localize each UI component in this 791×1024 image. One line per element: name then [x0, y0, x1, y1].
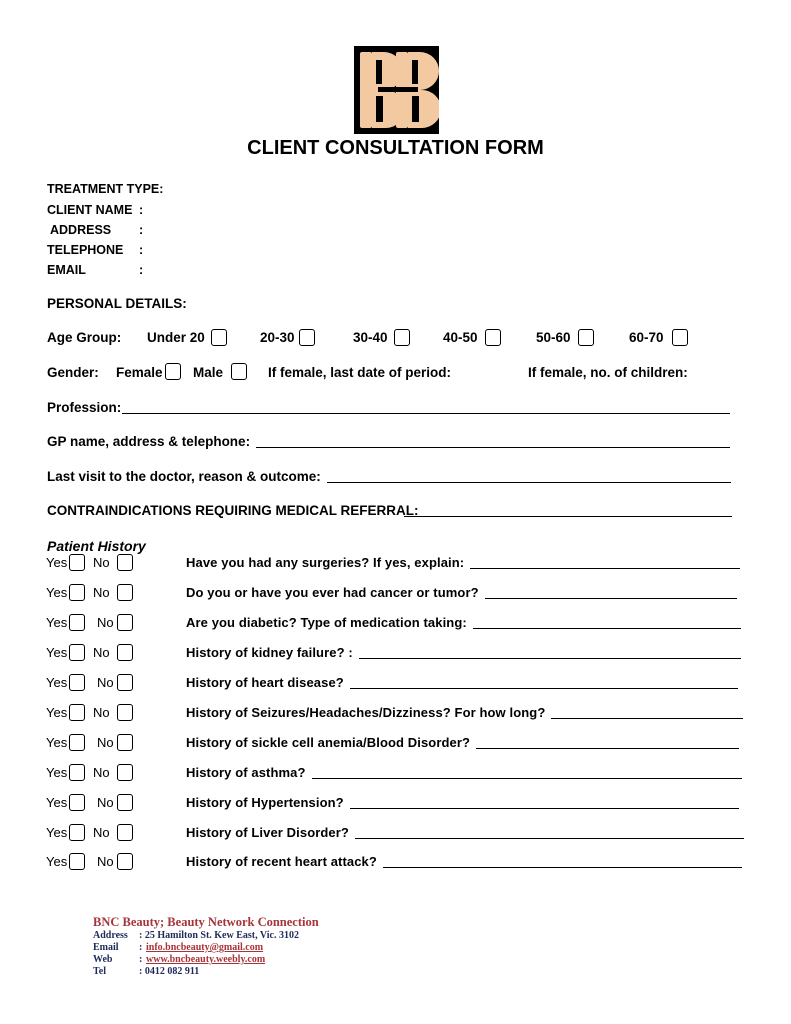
- yes-label: Yes: [46, 645, 68, 660]
- contraindications-field[interactable]: [404, 516, 732, 517]
- footer-colon: :: [139, 954, 143, 965]
- history-question: Are you diabetic? Type of medication taking:: [186, 615, 467, 630]
- no-checkbox[interactable]: [117, 614, 133, 631]
- address-label: ADDRESS: [50, 223, 112, 237]
- gp-label: GP name, address & telephone:: [47, 434, 251, 449]
- no-checkbox[interactable]: [117, 554, 133, 571]
- history-question: History of asthma?: [186, 765, 306, 780]
- footer-web-label: Web: [93, 954, 113, 965]
- female-label: Female: [116, 365, 163, 380]
- telephone-label: TELEPHONE: [47, 243, 124, 257]
- bb-logo-icon: [354, 46, 439, 134]
- age-20-30-checkbox[interactable]: [299, 329, 315, 346]
- history-question: History of kidney failure? :: [186, 645, 353, 660]
- history-answer-field[interactable]: [350, 688, 738, 689]
- yes-label: Yes: [46, 675, 68, 690]
- no-label: No: [97, 854, 114, 869]
- footer-tel: : 0412 082 911: [139, 966, 200, 977]
- age-option-label: 20-30: [260, 330, 295, 345]
- no-label: No: [97, 615, 114, 630]
- footer-address: : 25 Hamilton St. Kew East, Vic. 3102: [139, 930, 299, 941]
- footer-company: BNC Beauty; Beauty Network Connection: [93, 915, 319, 929]
- yes-checkbox[interactable]: [69, 614, 85, 631]
- no-label: No: [93, 705, 110, 720]
- age-50-60-checkbox[interactable]: [578, 329, 594, 346]
- yes-checkbox[interactable]: [69, 704, 85, 721]
- yes-checkbox[interactable]: [69, 554, 85, 571]
- no-label: No: [93, 585, 110, 600]
- footer-email-label: Email: [93, 942, 119, 953]
- yes-label: Yes: [46, 735, 68, 750]
- client-name-label: CLIENT NAME: [47, 203, 133, 217]
- personal-details-heading: PERSONAL DETAILS:: [47, 296, 187, 311]
- colon: :: [139, 263, 144, 277]
- no-label: No: [97, 675, 114, 690]
- no-checkbox[interactable]: [117, 584, 133, 601]
- yes-label: Yes: [46, 795, 68, 810]
- treatment-type-label: TREATMENT TYPE:: [47, 182, 164, 196]
- history-question: History of sickle cell anemia/Blood Disorder?: [186, 735, 471, 750]
- age-option-label: Under 20: [147, 330, 205, 345]
- no-checkbox[interactable]: [117, 704, 133, 721]
- history-question: History of recent heart attack?: [186, 854, 377, 869]
- no-label: No: [93, 765, 110, 780]
- male-checkbox[interactable]: [231, 363, 247, 380]
- contraindications-label: CONTRAINDICATIONS REQUIRING MEDICAL REFERRAL:: [47, 503, 419, 518]
- history-answer-field[interactable]: [551, 718, 743, 719]
- no-checkbox[interactable]: [117, 794, 133, 811]
- history-answer-field[interactable]: [476, 748, 739, 749]
- email-label: EMAIL: [47, 263, 86, 277]
- age-option-label: 30-40: [353, 330, 388, 345]
- history-answer-field[interactable]: [350, 808, 739, 809]
- company-logo: [354, 46, 439, 134]
- history-answer-field[interactable]: [355, 838, 744, 839]
- gender-label: Gender:: [47, 365, 99, 380]
- history-question: History of Liver Disorder?: [186, 825, 349, 840]
- yes-label: Yes: [46, 705, 68, 720]
- profession-label: Profession:: [47, 400, 122, 415]
- no-checkbox[interactable]: [117, 824, 133, 841]
- age-40-50-checkbox[interactable]: [485, 329, 501, 346]
- yes-label: Yes: [46, 854, 68, 869]
- age-option-label: 50-60: [536, 330, 571, 345]
- no-label: No: [93, 555, 110, 570]
- history-answer-field[interactable]: [470, 568, 740, 569]
- yes-checkbox[interactable]: [69, 853, 85, 870]
- history-answer-field[interactable]: [312, 778, 742, 779]
- yes-label: Yes: [46, 615, 68, 630]
- age-option-label: 40-50: [443, 330, 478, 345]
- no-label: No: [93, 645, 110, 660]
- history-answer-field[interactable]: [359, 658, 741, 659]
- profession-field[interactable]: [122, 413, 730, 414]
- no-label: No: [97, 795, 114, 810]
- female-checkbox[interactable]: [165, 363, 181, 380]
- footer-address-label: Address: [93, 930, 128, 941]
- footer-email-link[interactable]: info.bncbeauty@gmail.com: [146, 942, 264, 953]
- yes-checkbox[interactable]: [69, 794, 85, 811]
- no-label: No: [93, 825, 110, 840]
- history-question: Do you or have you ever had cancer or tumor?: [186, 585, 479, 600]
- last-visit-field[interactable]: [327, 482, 731, 483]
- colon: :: [139, 223, 144, 237]
- age-under-20-checkbox[interactable]: [211, 329, 227, 346]
- yes-checkbox[interactable]: [69, 584, 85, 601]
- history-answer-field[interactable]: [485, 598, 737, 599]
- yes-checkbox[interactable]: [69, 734, 85, 751]
- colon: :: [139, 243, 144, 257]
- no-checkbox[interactable]: [117, 734, 133, 751]
- age-60-70-checkbox[interactable]: [672, 329, 688, 346]
- yes-label: Yes: [46, 825, 68, 840]
- age-option-label: 60-70: [629, 330, 664, 345]
- history-question: History of heart disease?: [186, 675, 344, 690]
- footer-tel-label: Tel: [93, 966, 106, 977]
- no-checkbox[interactable]: [117, 644, 133, 661]
- yes-checkbox[interactable]: [69, 644, 85, 661]
- no-checkbox[interactable]: [117, 853, 133, 870]
- last-visit-label: Last visit to the doctor, reason & outcome:: [47, 469, 321, 484]
- history-answer-field[interactable]: [383, 867, 742, 868]
- history-question: History of Hypertension?: [186, 795, 344, 810]
- footer-colon: :: [139, 942, 143, 953]
- history-question: History of Seizures/Headaches/Dizziness? For how long?: [186, 705, 546, 720]
- yes-label: Yes: [46, 585, 68, 600]
- yes-label: Yes: [46, 765, 68, 780]
- patient-history-heading: Patient History: [47, 538, 146, 554]
- children-label: If female, no. of children:: [528, 365, 688, 380]
- history-answer-field[interactable]: [473, 628, 741, 629]
- yes-checkbox[interactable]: [69, 764, 85, 781]
- yes-checkbox[interactable]: [69, 824, 85, 841]
- colon: :: [139, 203, 144, 217]
- last-period-label: If female, last date of period:: [268, 365, 452, 380]
- no-label: No: [97, 735, 114, 750]
- footer-web-link[interactable]: www.bncbeauty.weebly.com: [146, 954, 266, 965]
- no-checkbox[interactable]: [117, 764, 133, 781]
- history-question: Have you had any surgeries? If yes, explain:: [186, 555, 465, 570]
- page-title: CLIENT CONSULTATION FORM: [247, 137, 544, 159]
- yes-label: Yes: [46, 555, 68, 570]
- male-label: Male: [193, 365, 224, 380]
- yes-checkbox[interactable]: [69, 674, 85, 691]
- age-group-label: Age Group:: [47, 330, 122, 345]
- no-checkbox[interactable]: [117, 674, 133, 691]
- gp-field[interactable]: [256, 447, 730, 448]
- age-30-40-checkbox[interactable]: [394, 329, 410, 346]
